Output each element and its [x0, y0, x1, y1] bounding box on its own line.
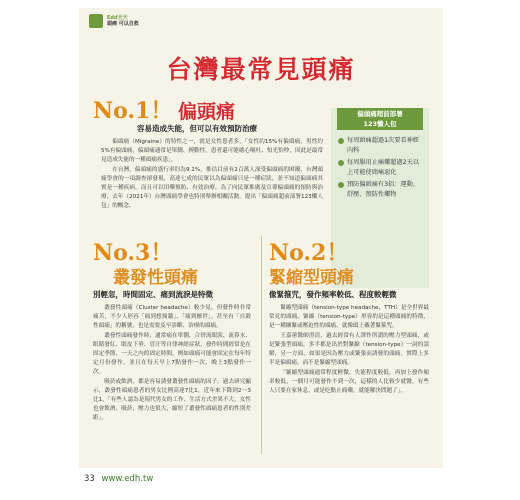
migraine-heading — [93, 94, 235, 125]
migraine-subtitle: 容易造成失能，但可以有效預防治療 — [137, 124, 257, 133]
tension-subtitle: 像緊箍咒，發作頻率較低、程度較輕微 — [269, 290, 397, 299]
tension-paragraph: 王嘉蕙醫師澄清，過去經常有人譯作所謂的壓力型頭痛，或是緊張型頭痛，多半都是出於對緊縮（tension-type）一詞的誤解，另一方面，如果是因為壓力或緊張而誘發的頭痛，實際上多半是偏頭痛，而不是緊縮型頭痛。 — [269, 333, 429, 366]
sidebar-list-item: 每周頭痛超過1次要看神經內科 — [338, 136, 424, 156]
tension-name: 緊縮型頭痛 — [269, 268, 354, 288]
sidebar-list-item: 每周服用止痛藥超過2天以上可能使頭痛惡化 — [338, 158, 424, 178]
column-header-top: Edd天天 — [107, 15, 128, 21]
tension-number: No.2！ — [269, 240, 349, 266]
migraine-number: No.1！ — [93, 98, 173, 124]
column-header-bottom: 頭痛 可以自救 — [107, 21, 139, 27]
migraine-paragraph: 偏頭痛（Migraine）的特性之一，就是女性患者多，「女性約15%有偏頭痛，男性約5%有偏頭痛，偏頭痛通常是單側、搏動性，患者還可能噁心嘔吐、怕光怕吵，因此是最常見造成失能的一種頭痛疾患」。 — [101, 139, 323, 163]
sidebar-list — [338, 136, 424, 202]
bullet-icon — [338, 182, 344, 188]
sidebar-title-line1: 偏頭痛超前部署 — [357, 110, 403, 118]
migraine-body — [101, 138, 323, 212]
cluster-number: No.3！ — [93, 240, 173, 266]
cluster-subtitle: 別輕忽，時間固定、痛到流淚是特徵 — [93, 290, 213, 299]
cluster-paragraph: 叢發性頭痛（Cluster headache）較少見，但發作時非常痛苦，不少人形容「痛到想撞牆」、「痛到厭世」，甚至有「自殺性頭痛」的稱號，也是需要及早診斷、治療的頭痛。 — [93, 305, 251, 329]
column-divider — [261, 236, 262, 454]
page-number: 33 — [84, 474, 95, 484]
page-footer — [84, 474, 153, 484]
cluster-body — [93, 304, 251, 424]
sidebar-list-item: 預防偏頭痛有3招：運動、舒壓、預防性藥物 — [338, 180, 424, 200]
column-logo-icon — [89, 14, 103, 28]
migraine-name: 偏頭痛 — [177, 101, 235, 123]
column-header — [89, 14, 139, 28]
migraine-paragraph: 在台灣，偏頭痛的盛行率約為9.1%，推估目前有2百萬人深受偏頭痛的困擾，台灣頭痛學會的一項調查卻發現，高達七成的民眾以為偏頭痛只是一種症狀，並不知道偏頭痛其實是一種疾病，而且可以用藥預防、有效治療。為了向民眾推廣及宣導偏頭痛的預防與治療，去年（2021年）台灣頭痛學會也特別舉辦相關活動，提出「偏頭痛超前部署123懶人包」的概念。 — [101, 167, 323, 209]
footer-url: www.edh.tw — [101, 474, 154, 484]
tension-paragraph: 「緊縮型頭痛通常程度輕微、失能程度較低，再加上發作頻率較低，一個月可能發作不到一次，這樣的人比較少就醫，有些人只要在家休息，或是吃點止痛藥，就能解決問題了」。 — [269, 370, 429, 394]
tension-paragraph: 緊縮型頭痛（tension-type headache，TTH）是全世界最常見的頭痛，緊縮（tension-type）形容的是這種頭痛的特徵，是一種綑緊或壓迫性的頭痛，就像頭上戴著緊箍咒。 — [269, 305, 429, 329]
tension-body — [269, 304, 429, 397]
bullet-icon — [338, 138, 344, 144]
cluster-name: 叢發性頭痛 — [113, 268, 198, 288]
sidebar-title — [337, 108, 423, 130]
magazine-page — [79, 8, 443, 468]
sidebar-title-line2: 123懶人包 — [363, 120, 397, 128]
cluster-paragraph: 叢發性頭痛發作時，通常痛在單側，合併流眼淚、流鼻水、眼睛發紅、眼皮下垂、冒汗等自律神經症狀，發作時間經常是在固定季節、一天之內的固定時間，例如頭痛可能會固定在每年特定月份發作，並且在每天早上7點發作一次、晚上3點發作一次。 — [93, 333, 251, 375]
page-title: 台灣最常見頭痛 — [166, 55, 356, 84]
cluster-paragraph: 吸菸或飲酒，都是容易誘發叢發性頭痛的因子。過去研究顯示，叢發性頭痛患者的男女比例高達7比1，近年來下降到2～3比1，「有些人認為是現代男女的工作、生活方式差異不大，女性也會飲酒、吸菸，壓力也很大，縮短了叢發性頭痛患者的性別差距」。 — [93, 379, 251, 421]
bullet-icon — [338, 160, 344, 166]
